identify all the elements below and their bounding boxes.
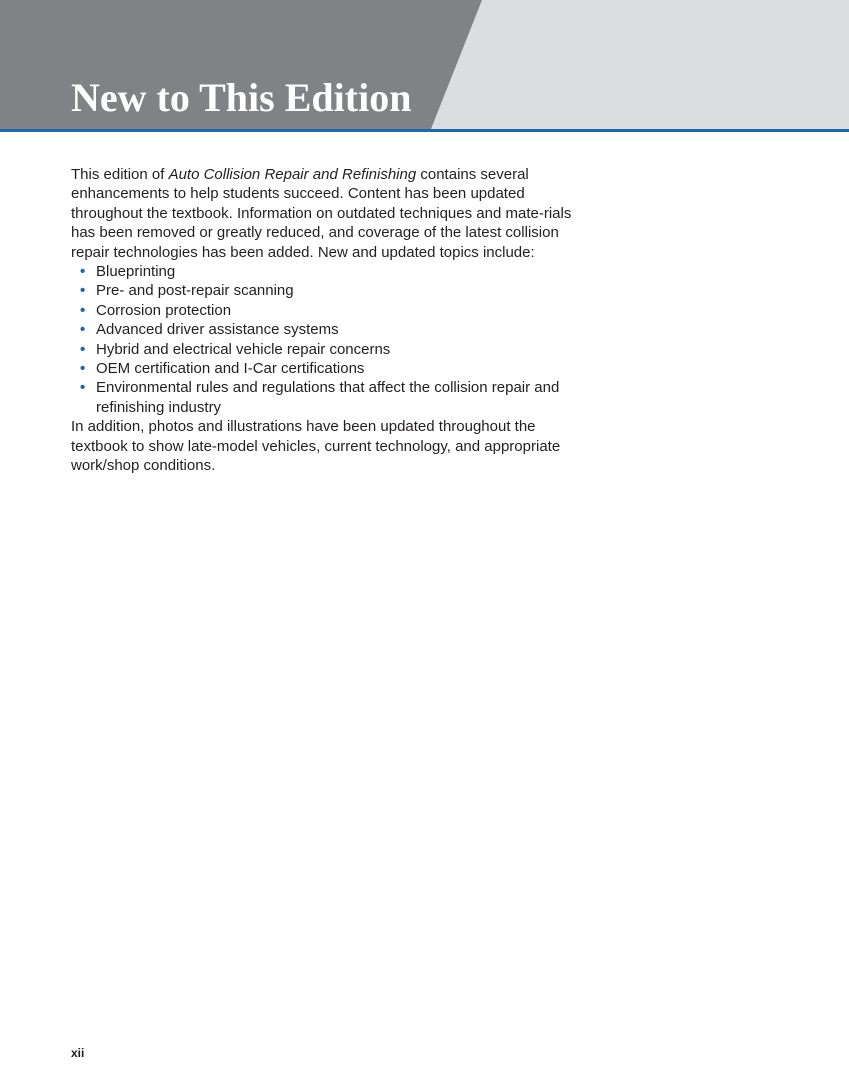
bullet-icon: • [80,263,86,281]
page-number: xii [71,1046,85,1060]
list-item-text: Hybrid and electrical vehicle repair concerns [96,340,391,358]
list-item-text: Pre- and post-repair scanning [96,282,294,300]
list-item [71,378,576,417]
bullet-icon: • [80,360,86,378]
list-item [71,281,576,300]
header-rule [0,129,849,132]
list-item [71,340,576,359]
list-item-text: Blueprinting [96,263,176,281]
page-title: New to This Edition [71,75,412,120]
intro-body-text: contains several enhancements to help students succeed. Content has been updated throughout the textbook. Information on outdated techniques and mate-rials has been removed or greatly reduced, and coverage of the latest collision repair technologies has been added. New and updated topics include: [71,166,572,261]
main-content [71,165,576,476]
bullet-icon: • [80,379,86,397]
book-title: Auto Collision Repair and Refinishing [168,166,417,183]
list-item [71,320,576,339]
list-item-text: Environmental rules and regulations that affect the collision repair and refinishing industry [96,379,560,416]
bullet-icon: • [80,301,86,319]
list-item [71,301,576,320]
bullet-icon: • [80,321,86,339]
intro-paragraph [71,165,576,262]
list-item [71,359,576,378]
closing-paragraph: In addition, photos and illustrations have been updated throughout the textbook to show late-model vehicles, current technology, and appropriate work/shop conditions. [71,418,561,475]
list-item-text: Corrosion protection [96,301,232,319]
bullet-icon: • [80,282,86,300]
topics-list [71,262,576,417]
bullet-icon: • [80,340,86,358]
intro-lead-text: This edition of [71,166,169,183]
list-item-text: OEM certification and I-Car certifications [96,360,365,378]
list-item-text: Advanced driver assistance systems [96,321,339,339]
list-item [71,262,576,281]
